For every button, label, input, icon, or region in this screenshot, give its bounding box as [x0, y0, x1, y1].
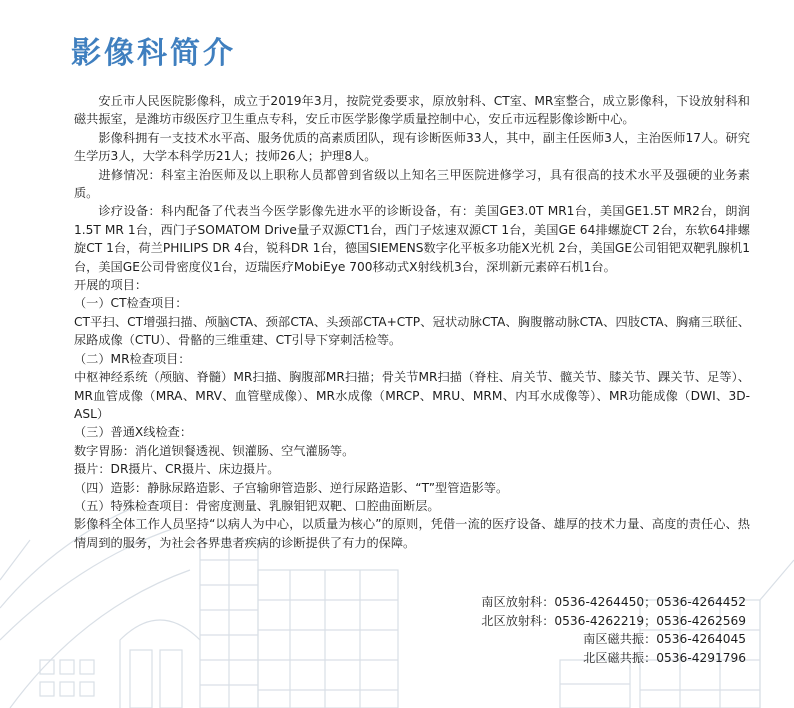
contact-line: 北区放射科：0536-4262219；0536-4262569: [481, 613, 746, 628]
contact-line: 南区放射科：0536-4264450；0536-4264452: [481, 595, 746, 609]
paragraph: 诊疗设备：科内配备了代表当今医学影像先进水平的诊断设备，有：美国GE3.0T MR1台，美国GE1.5T MR2台，朗润1.5T MR 1台，西门子SOMATOM Drive量子双源CT1台，西门子炫速双源CT 1台，美国GE 64排螺旋CT 2台，东软64排螺旋CT 1台，荷兰PHILIPS DR 4台，锐科DR 1台，德国SIEMENS数字化平板多功能X光机 2台，美国GE公司钼钯双靶乳腺机1台，美国GE公司骨密度仪1台，迈瑞医疗MobiEye 700移动式X射线机3台，深圳新元素碎石机1台。: [74, 204, 750, 274]
paragraph: 开展的项目：: [74, 278, 148, 293]
paragraph: （三）普通X线检查：: [74, 425, 193, 440]
paragraph: 中枢神经系统（颅脑、脊髓）MR扫描、胸腹部MR扫描；骨关节MR扫描（脊柱、肩关节、髋关节、膝关节、踝关节、足等）、MR血管成像（MRA、MRV、血管壁成像）、MR水成像（MRCP、MRU、MRM、内耳水成像等）、MR功能成像（DWI、3D-ASL）: [74, 370, 750, 421]
page-title: 影像科简介: [71, 36, 236, 71]
contact-line: 南区磁共振：0536-4264045: [583, 632, 746, 647]
paragraph: 数字胃肠：消化道钡餐透视、钡灌肠、空气灌肠等。: [74, 443, 355, 458]
article-body: [74, 92, 750, 552]
paragraph: （四）造影：静脉尿路造影、子宫输卵管造影、逆行尿路造影、“T”型管造影等。: [74, 480, 509, 495]
paragraph: （二）MR检查项目：: [74, 351, 191, 366]
paragraph: 影像科全体工作人员坚持“以病人为中心，以质量为核心”的原则，凭借一流的医疗设备、雄厚的技术力量、高度的责任心、热情周到的服务，为社会各界患者疾病的诊断提供了有力的保障。: [74, 517, 750, 550]
contact-line: 北区磁共振：0536-4291796: [583, 650, 746, 665]
paragraph: 摄片：DR摄片、CR摄片、床边摄片。: [74, 462, 280, 477]
paragraph: （一）CT检查项目：: [74, 296, 188, 311]
paragraph: 影像科拥有一支技术水平高、服务优质的高素质团队，现有诊断医师33人，其中，副主任医师3人，主治医师17人。研究生学历3人，大学本科学历21人；技师26人；护理8人。: [74, 130, 750, 164]
paragraph: 安丘市人民医院影像科，成立于2019年3月，按院党委要求，原放射科、CT室、MR室整合，成立影像科，下设放射科和磁共振室，是潍坊市级医疗卫生重点专科，安丘市医学影像学质量控制中心，安丘市远程影像诊断中心。: [74, 94, 750, 127]
contact-list: [481, 593, 746, 667]
paragraph: 进修情况：科室主治医师及以上职称人员都曾到省级以上知名三甲医院进修学习，具有很高的技术水平及强硬的业务素质。: [74, 167, 750, 201]
paragraph: CT平扫、CT增强扫描、颅脑CTA、颈部CTA、头颈部CTA+CTP、冠状动脉CTA、胸腹髂动脉CTA、四肢CTA、胸痛三联征、尿路成像（CTU）、骨骼的三维重建、CT引导下穿刺活检等。: [74, 314, 750, 348]
paragraph: （五）特殊检查项目：骨密度测量、乳腺钼钯双靶、口腔曲面断层。: [74, 498, 440, 513]
